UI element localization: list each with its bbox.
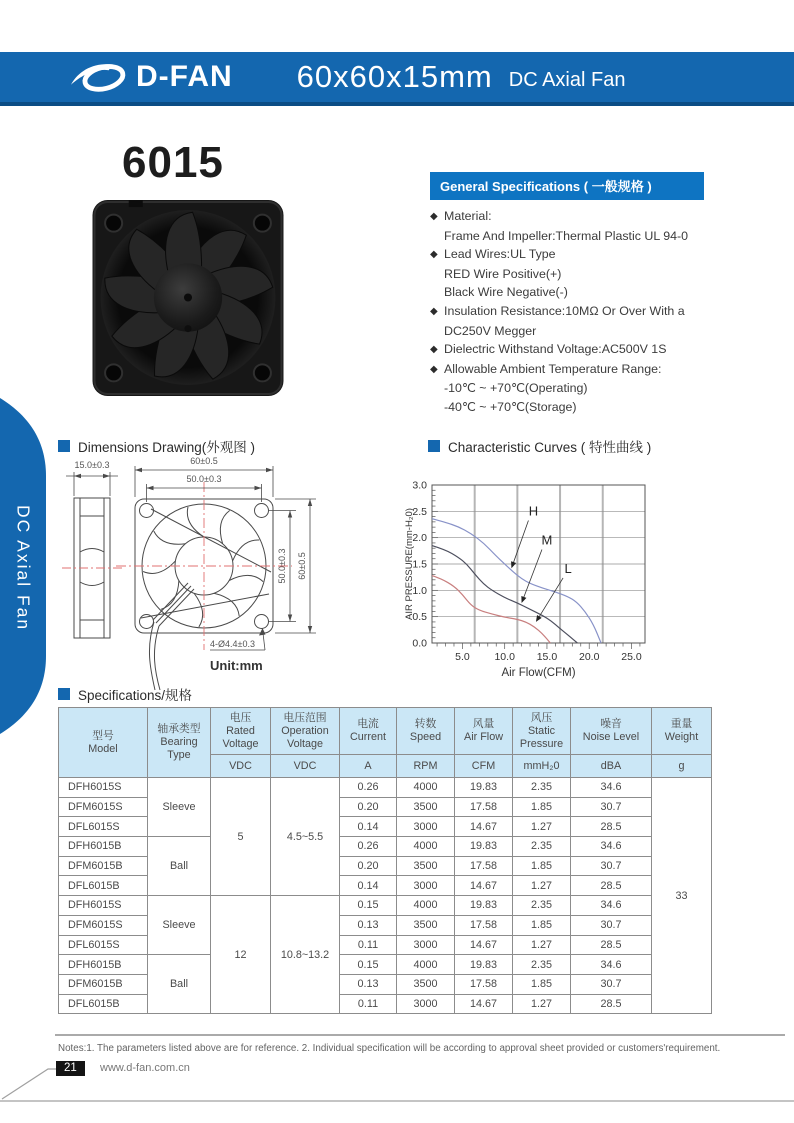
cell-noise: 30.7 <box>571 974 652 994</box>
spec-text: Lead Wires:UL Type <box>444 247 556 262</box>
cell-speed: 3000 <box>397 817 455 837</box>
cell-speed: 3500 <box>397 797 455 817</box>
leader-arrowhead <box>536 615 542 622</box>
spec-line <box>430 245 704 265</box>
cell-pressure: 1.27 <box>513 994 571 1014</box>
page-title-type: DC Axial Fan <box>508 69 626 91</box>
cell-model: DFM6015B <box>59 856 148 876</box>
cell-airflow: 14.67 <box>455 994 513 1014</box>
cell-operation-voltage: 10.8~13.2 <box>271 896 340 1014</box>
cell-airflow: 19.83 <box>455 837 513 857</box>
dim-thickness-label: 15.0±0.3 <box>74 460 110 470</box>
y-tick-label: 2.5 <box>412 505 427 518</box>
spec-line <box>430 302 704 322</box>
cell-current: 0.15 <box>340 896 397 916</box>
unit-rpm: RPM <box>397 755 455 778</box>
spec-table-head <box>59 708 712 778</box>
dim-hole-callout-label: 4-Ø4.4±0.3 <box>210 639 255 649</box>
cell-current: 0.20 <box>340 856 397 876</box>
footer-website: www.d-fan.com.cn <box>100 1062 190 1074</box>
cell-pressure: 1.85 <box>513 797 571 817</box>
spec-text: DC250V Megger <box>444 323 537 338</box>
diamond-bullet-icon: ◆ <box>430 211 438 222</box>
spec-line <box>430 340 704 360</box>
leader-arrowhead <box>521 596 526 603</box>
col-header-bearing: 轴承类型 Bearing Type <box>148 708 211 778</box>
curve-M <box>432 546 577 643</box>
col-header-airflow: 风量 Air Flow <box>455 708 513 755</box>
cell-airflow: 19.83 <box>455 896 513 916</box>
spec-text: Dielectric Withstand Voltage:AC500V 1S <box>444 342 667 357</box>
x-tick-label: 20.0 <box>578 651 600 663</box>
spec-text: -10℃ ~ +70℃(Operating) <box>444 381 588 396</box>
cell-model: DFL6015B <box>59 994 148 1014</box>
spec-line <box>430 283 704 302</box>
y-tick-label: 1.0 <box>412 584 427 597</box>
x-tick-label: 25.0 <box>621 651 642 663</box>
y-tick-label: 3.0 <box>412 479 427 492</box>
cell-current: 0.26 <box>340 778 397 798</box>
general-specs-list <box>430 207 704 417</box>
curve-label-M: M <box>541 532 553 548</box>
cell-model: DFL6015S <box>59 817 148 837</box>
x-axis-label: Air Flow(CFM) <box>501 667 576 679</box>
cell-airflow: 19.83 <box>455 778 513 798</box>
curve-L <box>432 576 550 643</box>
col-header-rated-voltage: 电压 Rated Voltage <box>211 708 271 755</box>
cell-model: DFL6015S <box>59 935 148 955</box>
leader-line <box>523 550 542 600</box>
dim-unit-label: Unit:mm <box>210 658 263 673</box>
unit-g: g <box>652 755 712 778</box>
col-header-pressure: 风压 Static Pressure <box>513 708 571 755</box>
y-axis-label: AIR PRESSURE(mm-H₂0) <box>404 508 415 620</box>
spec-line <box>430 227 704 246</box>
y-tick-label: 2.0 <box>412 532 427 545</box>
spec-line <box>430 322 704 341</box>
unit-a: A <box>340 755 397 778</box>
dim-height-label: 60±0.5 <box>297 552 307 580</box>
cell-bearing: Sleeve <box>148 896 211 955</box>
cell-pressure: 1.85 <box>513 915 571 935</box>
cell-pressure: 1.85 <box>513 856 571 876</box>
cell-speed: 3500 <box>397 915 455 935</box>
general-specifications <box>430 172 704 417</box>
y-tick-label: 1.5 <box>412 558 427 571</box>
cell-bearing: Sleeve <box>148 778 211 837</box>
leader-line <box>513 521 529 565</box>
side-tab-label: DC Axial Fan <box>13 504 34 632</box>
spec-line <box>430 360 704 380</box>
spec-line <box>430 379 704 398</box>
cell-noise: 28.5 <box>571 876 652 896</box>
col-header-model: 型号 Model <box>59 708 148 778</box>
cell-noise: 28.5 <box>571 994 652 1014</box>
cell-noise: 30.7 <box>571 856 652 876</box>
section-title-text: Dimensions Drawing(外观图 ) <box>78 440 256 455</box>
fan-photo <box>92 200 284 401</box>
cell-pressure: 2.35 <box>513 837 571 857</box>
cell-speed: 3000 <box>397 935 455 955</box>
cell-rated-voltage: 12 <box>211 896 271 1014</box>
col-header-operation-voltage: 电压范围 Operation Voltage <box>271 708 340 755</box>
brand-logo <box>70 57 233 97</box>
col-header-speed: 转数 Speed <box>397 708 455 755</box>
blue-square-icon <box>58 440 70 452</box>
unit-vdc: VDC <box>211 755 271 778</box>
cell-speed: 3000 <box>397 994 455 1014</box>
specifications-table <box>58 707 712 1014</box>
cell-noise: 30.7 <box>571 797 652 817</box>
cell-model: DFH6015S <box>59 896 148 916</box>
unit-vdc: VDC <box>271 755 340 778</box>
curve-label-H: H <box>528 503 539 519</box>
cell-speed: 4000 <box>397 778 455 798</box>
spec-text: -40℃ ~ +70℃(Storage) <box>444 399 577 414</box>
cell-noise: 28.5 <box>571 817 652 837</box>
cell-noise: 34.6 <box>571 778 652 798</box>
spec-text: Material: <box>444 209 492 223</box>
cell-noise: 28.5 <box>571 935 652 955</box>
cell-speed: 4000 <box>397 955 455 975</box>
cell-noise: 34.6 <box>571 837 652 857</box>
cell-model: DFM6015B <box>59 974 148 994</box>
col-header-current: 电流 Current <box>340 708 397 755</box>
cell-model: DFH6015S <box>59 778 148 798</box>
cell-pressure: 1.27 <box>513 817 571 837</box>
cell-operation-voltage: 4.5~5.5 <box>271 778 340 896</box>
logo-text: D-FAN <box>136 60 233 93</box>
header-row <box>59 708 712 755</box>
cell-airflow: 14.67 <box>455 817 513 837</box>
spec-line <box>430 207 704 227</box>
page-number: 21 <box>56 1061 85 1076</box>
cell-speed: 3000 <box>397 876 455 896</box>
cell-current: 0.11 <box>340 994 397 1014</box>
cell-pressure: 2.35 <box>513 955 571 975</box>
cell-speed: 4000 <box>397 837 455 857</box>
header-bar <box>0 52 794 106</box>
table-row <box>59 955 712 975</box>
diamond-bullet-icon: ◆ <box>430 363 438 375</box>
cell-rated-voltage: 5 <box>211 778 271 896</box>
cell-airflow: 19.83 <box>455 955 513 975</box>
cell-bearing: Ball <box>148 955 211 1014</box>
cell-bearing: Ball <box>148 837 211 896</box>
section-title-text: Specifications/规格 <box>78 688 193 703</box>
dim-width-label: 60±0.5 <box>190 456 218 466</box>
notes: Notes:1. The parameters listed above are for reference. 2. Individual specification will be according to approval sheet provided or customers'requirement. <box>58 1043 721 1054</box>
cell-current: 0.14 <box>340 817 397 837</box>
cell-pressure: 2.35 <box>513 896 571 916</box>
curve-label-L: L <box>564 560 572 576</box>
cell-current: 0.26 <box>340 837 397 857</box>
cell-pressure: 1.27 <box>513 935 571 955</box>
cell-airflow: 17.58 <box>455 797 513 817</box>
cell-noise: 30.7 <box>571 915 652 935</box>
table-row <box>59 837 712 857</box>
spec-text: Insulation Resistance:10MΩ Or Over With a <box>444 303 685 318</box>
x-tick-label: 5.0 <box>455 651 470 663</box>
cell-current: 0.13 <box>340 974 397 994</box>
unit-cfm: CFM <box>455 755 513 778</box>
unit-mmh2o: mmH₂0 <box>513 755 571 778</box>
dim-hole-pitch-v-label: 50.0±0.3 <box>277 548 287 584</box>
cell-speed: 3500 <box>397 974 455 994</box>
table-row <box>59 896 712 916</box>
x-tick-label: 15.0 <box>536 651 558 663</box>
spec-line <box>430 398 704 417</box>
diamond-bullet-icon: ◆ <box>430 344 438 356</box>
cell-model: DFL6015B <box>59 876 148 896</box>
diamond-bullet-icon: ◆ <box>430 249 438 261</box>
page-title-size: 60x60x15mm <box>296 59 493 94</box>
characteristic-curves-chart <box>402 448 747 698</box>
cell-model: DFH6015B <box>59 837 148 857</box>
cell-airflow: 17.58 <box>455 856 513 876</box>
cell-model: DFM6015S <box>59 915 148 935</box>
table-row <box>59 778 712 798</box>
cell-model: DFM6015S <box>59 797 148 817</box>
cell-pressure: 2.35 <box>513 778 571 798</box>
logo-swoosh-icon <box>70 57 132 97</box>
cell-current: 0.13 <box>340 915 397 935</box>
col-header-weight: 重量 Weight <box>652 708 712 755</box>
cell-current: 0.14 <box>340 876 397 896</box>
cell-airflow: 17.58 <box>455 974 513 994</box>
cell-pressure: 1.27 <box>513 876 571 896</box>
section-title-text: Characteristic Curves ( 特性曲线 ) <box>448 440 652 455</box>
cell-speed: 3500 <box>397 856 455 876</box>
x-tick-label: 10.0 <box>494 651 515 663</box>
y-tick-label: 0.0 <box>412 637 427 650</box>
cell-airflow: 14.67 <box>455 876 513 896</box>
spec-text: Allowable Ambient Temperature Range: <box>444 361 662 376</box>
leader-arrowhead <box>511 561 516 568</box>
dimensions-drawing <box>58 452 403 692</box>
cell-current: 0.20 <box>340 797 397 817</box>
spec-table-body <box>59 778 712 1014</box>
cell-noise: 34.6 <box>571 896 652 916</box>
cell-weight: 33 <box>652 778 712 1014</box>
spec-line <box>430 265 704 284</box>
model-series-title: 6015 <box>122 138 224 187</box>
general-specs-title: General Specifications ( 一般规格 ) <box>430 172 704 200</box>
cell-airflow: 14.67 <box>455 935 513 955</box>
diamond-bullet-icon: ◆ <box>430 305 438 317</box>
spec-text: Black Wire Negative(-) <box>444 285 568 300</box>
dim-hole-pitch-h-label: 50.0±0.3 <box>186 474 222 484</box>
cell-current: 0.15 <box>340 955 397 975</box>
unit-dba: dBA <box>571 755 652 778</box>
cell-airflow: 17.58 <box>455 915 513 935</box>
spec-text: RED Wire Positive(+) <box>444 266 562 281</box>
cell-current: 0.11 <box>340 935 397 955</box>
separator-line <box>55 1034 785 1036</box>
cell-pressure: 1.85 <box>513 974 571 994</box>
cell-speed: 4000 <box>397 896 455 916</box>
y-tick-label: 0.5 <box>412 611 427 624</box>
cell-noise: 34.6 <box>571 955 652 975</box>
cell-model: DFH6015B <box>59 955 148 975</box>
spec-text: Frame And Impeller:Thermal Plastic UL 94-0 <box>444 228 689 243</box>
col-header-noise: 噪音 Noise Level <box>571 708 652 755</box>
